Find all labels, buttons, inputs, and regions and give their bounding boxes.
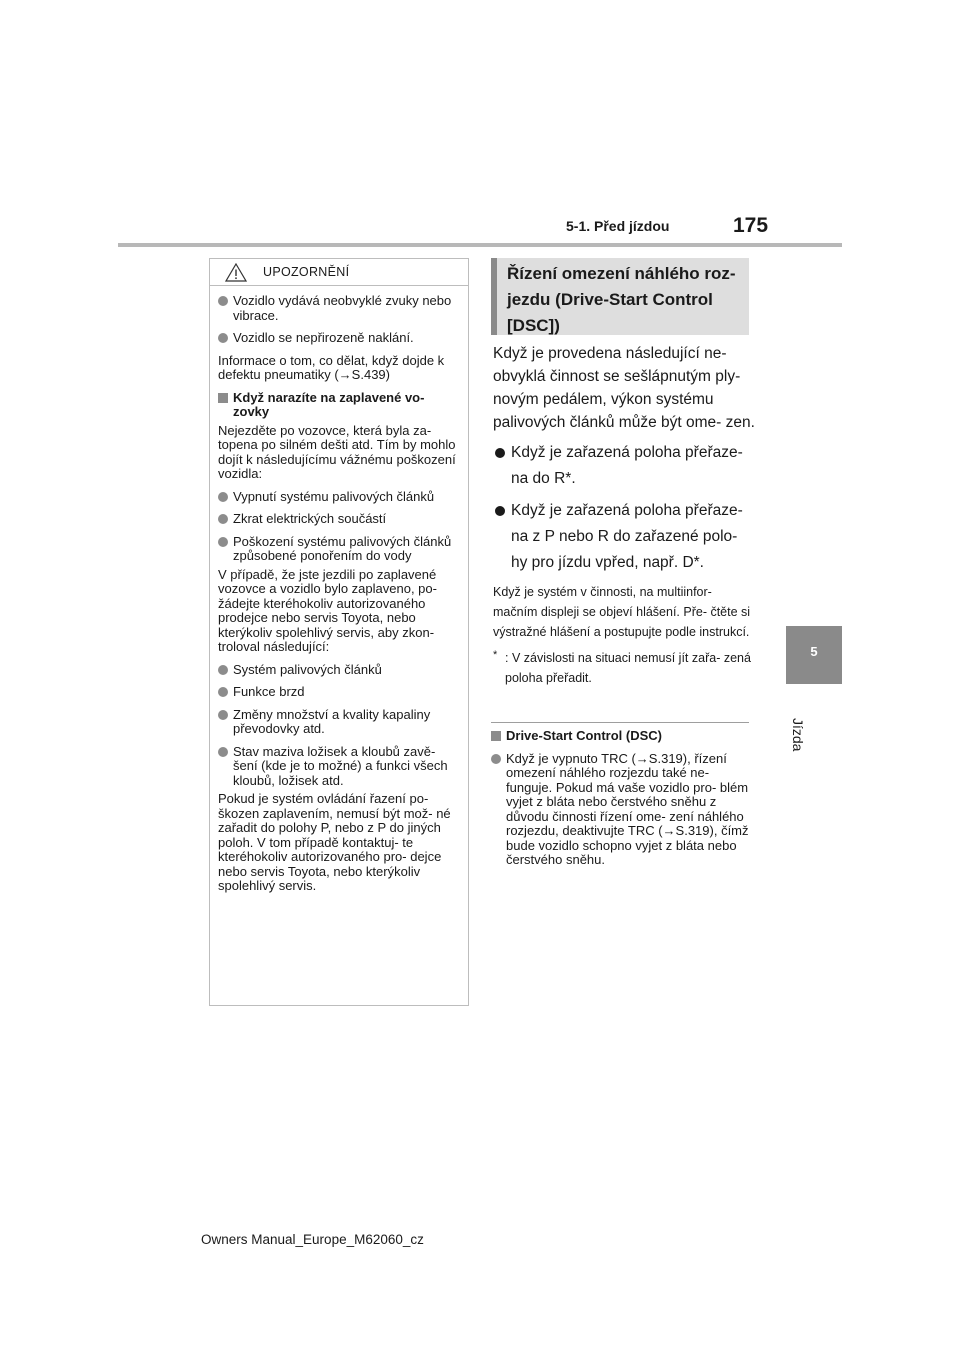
header-divider: [118, 243, 842, 247]
shift-control-paragraph: Pokud je systém ovládání řazení po- škozen zaplavením, nemusí být mož- né zařadit do polohy P, nebo z P do jiných poloh. V tom případě kontaktuj- te kteréhokoliv autorizovaného pro- dejce nebo servis Toyota, nebo kterýkoliv spolehlivý servis.: [218, 791, 451, 893]
footnote-mark: *: [493, 649, 498, 661]
list-item: Systém palivových článků: [218, 663, 462, 678]
warning-body: [210, 286, 468, 894]
list-item: Když je zařazená poloha přeřaze- na z P nebo R do zařazené polo- hy pro jízdu vpřed, např. D*.: [493, 498, 755, 576]
dsc-intro-paragraph: Když je provedena následující ne- obvyklá činnost se sešlápnutým ply- novým pedálem, výkon systému palivových článků může být ome- zen.: [493, 345, 755, 431]
list-item: Změny množství a kvality kapaliny převodovky atd.: [218, 708, 462, 737]
dsc-section-banner: [491, 258, 749, 335]
flooded-road-paragraph: Nejezděte po vozovce, která byla za- topena po silném dešti atd. Tím by mohlo dojít k následujícímu vážnému poškození vozidla:: [218, 422, 456, 481]
chapter-label: Jízda: [790, 718, 806, 752]
dsc-main-column: [493, 342, 755, 688]
dsc-subsection: [491, 729, 753, 868]
list-item: Vozidlo vydává neobvyklé zvuky nebo vibrace.: [218, 294, 462, 323]
warning-header: [210, 259, 468, 286]
tire-info-paragraph: Informace o tom, co dělat, když dojde k defektu pneumatiky (→S.439): [218, 352, 445, 382]
list-item: Vypnutí systému palivových článků: [218, 490, 462, 505]
warning-triangle-icon: [225, 263, 247, 286]
footnote: * : V závislosti na situaci nemusí jít zařa- zená poloha přeřadit.: [493, 648, 755, 688]
chapter-number-tab[interactable]: 5: [786, 626, 842, 684]
banner-line: [DSC]): [507, 316, 560, 335]
list-item: Poškození systému palivových článků způsobené ponořením do vody: [218, 535, 462, 564]
dsc-note-paragraph: Když je systém v činnosti, na multiinfor- mačním displeji se objeví hlášení. Pře- čtěte si výstražné hlášení a postupujte podle instrukcí.: [493, 585, 751, 639]
banner-line: Řízení omezení náhlého roz-: [507, 264, 736, 283]
banner-line: jezdu (Drive-Start Control: [507, 290, 713, 309]
warning-box: [209, 258, 469, 1006]
document-footer: Owners Manual_Europe_M62060_cz: [201, 1232, 424, 1247]
dsc-subheading: Drive-Start Control (DSC): [491, 729, 753, 744]
list-item: Zkrat elektrických součástí: [218, 512, 462, 527]
list-item: Funkce brzd: [218, 685, 462, 700]
flooded-vehicle-paragraph: V případě, že jste jezdili po zaplavené vozovce a vozidlo bylo zaplaveno, po- žádejte kteréhokoliv autorizovaného prodejce nebo servis Toyota, nebo kterýkoliv spolehlivý servis, aby zkon- troloval následující:: [218, 566, 437, 654]
dsc-divider: [491, 722, 749, 723]
list-item: Když je vypnuto TRC (→S.319), řízení omezení náhlého rozjezdu také ne- funguje. Pokud má vaše vozidlo pro- blém vyjet z bláta nebo čerstvého sněhu z důvodu činnosti řízení ome- zení náhlého rozjezdu, deaktivujte TRC (→S.319), čímž bude vozidlo schopno vyjet z bláta nebo čerstvého sněhu.: [491, 752, 753, 868]
warning-title: UPOZORNĚNÍ: [263, 265, 350, 279]
list-item: Když je zařazená poloha přeřaze- na do R*.: [493, 440, 755, 492]
page-number: 175: [733, 214, 769, 237]
list-item: Vozidlo se nepřirozeně naklání.: [218, 331, 462, 346]
flooded-road-subheading: Když narazíte na zaplavené vo- zovky: [218, 391, 462, 420]
section-title: 5-1. Před jízdou: [566, 218, 670, 234]
list-item: Stav maziva ložisek a kloubů zavě- šení (kde je to možné) a funkci všech kloubů, ložisek atd.: [218, 745, 462, 789]
